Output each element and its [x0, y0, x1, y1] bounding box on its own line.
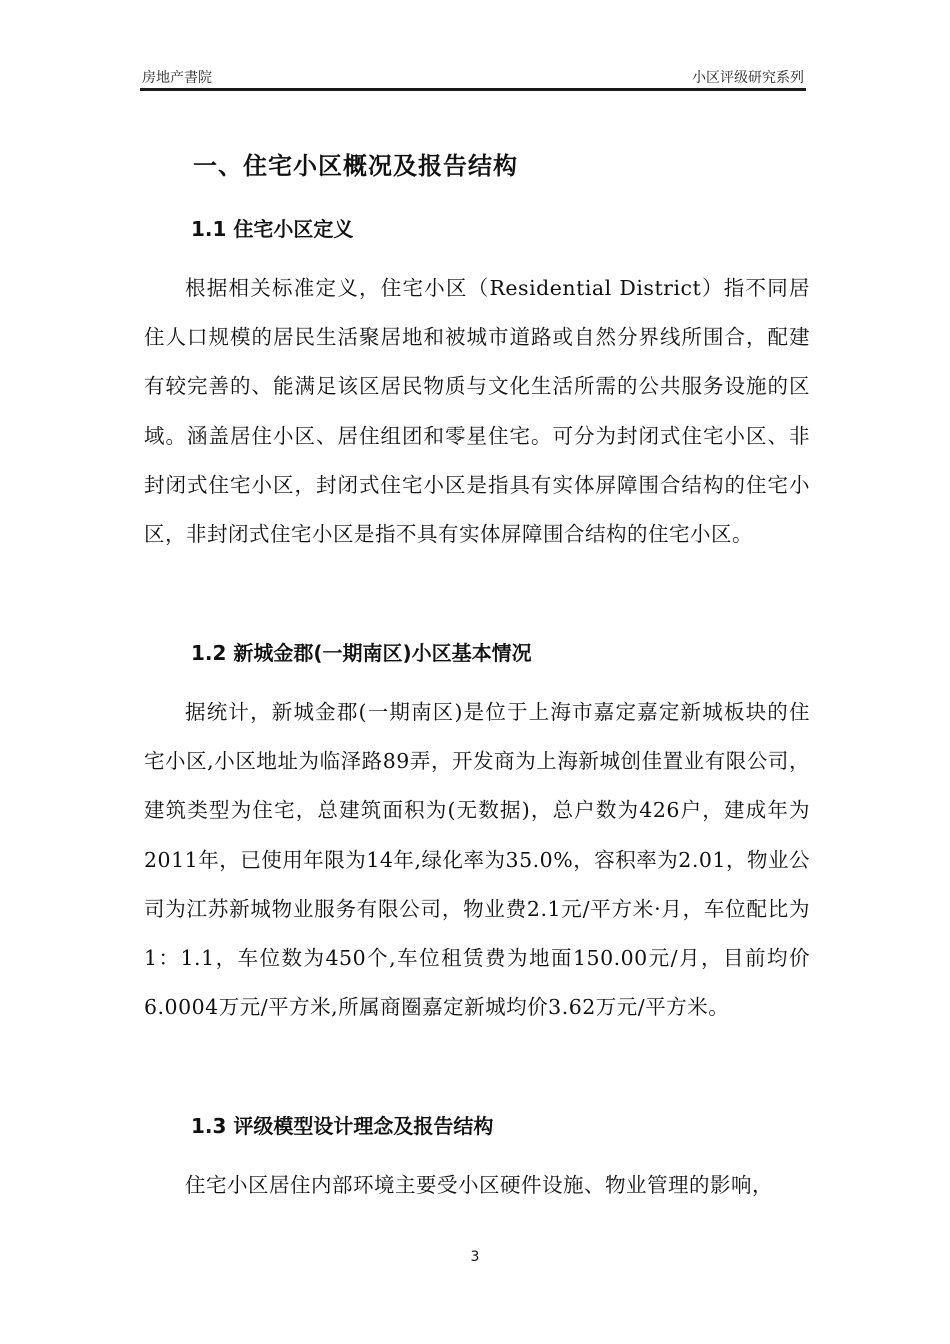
section-1-3-paragraph: 住宅小区居住内部环境主要受小区硬件设施、物业管理的影响，: [185, 1173, 773, 1197]
page-header: [140, 64, 806, 91]
section-1-2-paragraph: 据统计，新城金郡(一期南区)是位于上海市嘉定嘉定新城板块的住宅小区,小区地址为临泽路89弄，开发商为上海新城创佳置业有限公司，建筑类型为住宅，总建筑面积为(无数据)，总户数为426户，建成年为2011年，已使用年限为14年,绿化率为35.0%，容积率为2.01，物业公司为江苏新城物业服务有限公司，物业费2.1元/平方米·月，车位配比为1：1.1，车位数为450个,车位租赁费为地面150.00元/月，目前均价6.0004万元/平方米,所属商圈嘉定新城均价3.62万元/平方米。: [144, 700, 810, 1020]
section-title-1-1: 1.1 住宅小区定义: [191, 217, 354, 241]
page-number: 3: [470, 1249, 480, 1265]
header-publisher: 房地产書院: [142, 70, 212, 86]
section-title-1-2: 1.2 新城金郡(一期南区)小区基本情况: [191, 641, 532, 665]
chapter-title: 一、住宅小区概况及报告结构: [193, 152, 518, 180]
section-title-1-3: 1.3 评级模型设计理念及报告结构: [191, 1114, 494, 1138]
header-series: 小区评级研究系列: [692, 70, 804, 86]
section-1-1-paragraph: 根据相关标准定义，住宅小区（Residential District）指不同居住人口规模的居民生活聚居地和被城市道路或自然分界线所围合，配建有较完善的、能满足该区居民物质与文化生活所需的公共服务设施的区域。涵盖居住小区、居住组团和零星住宅。可分为封闭式住宅小区、非封闭式住宅小区，封闭式住宅小区是指具有实体屏障围合结构的住宅小区，非封闭式住宅小区是指不具有实体屏障围合结构的住宅小区。: [144, 276, 810, 547]
